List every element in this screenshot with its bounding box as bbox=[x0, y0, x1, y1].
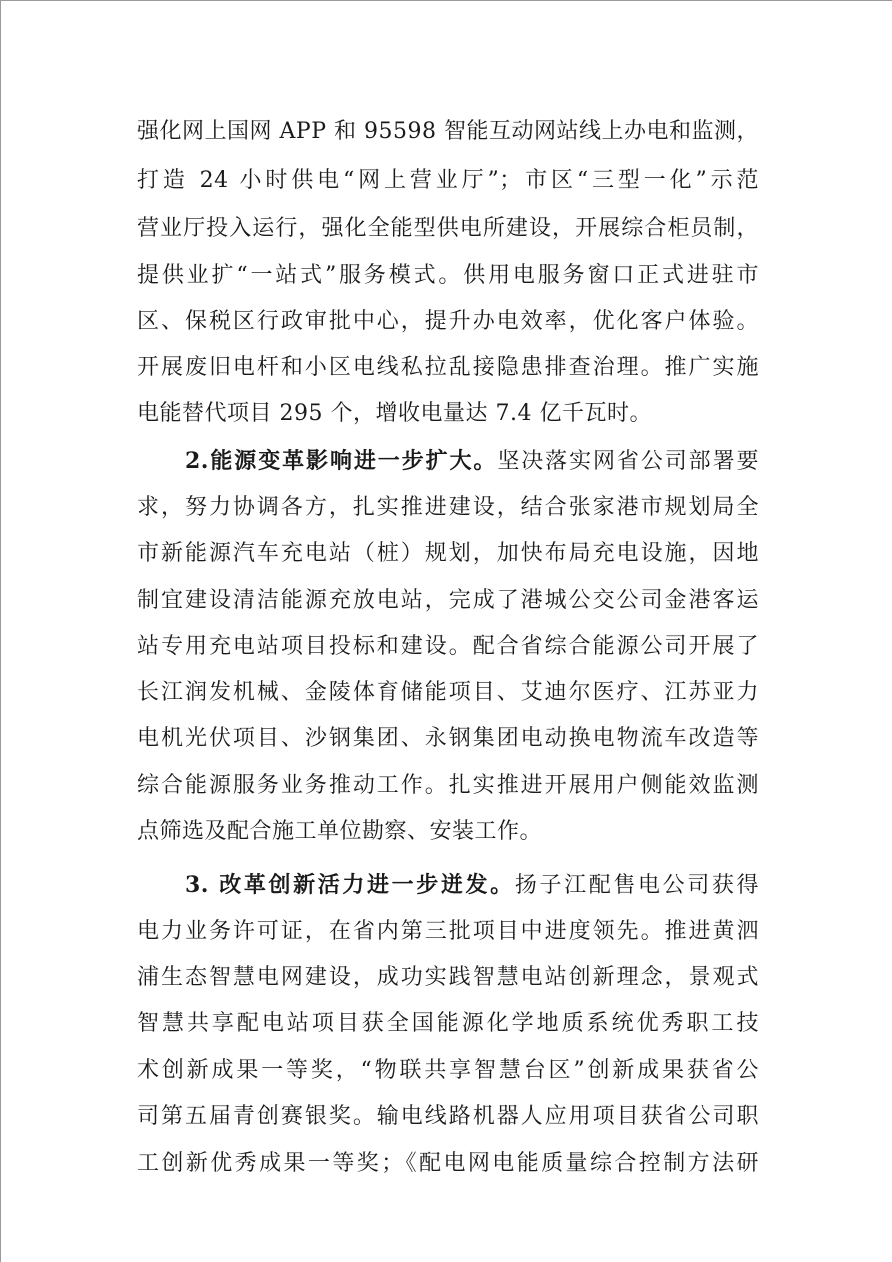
text-line: 求，努力协调各方，扎实推进建设，结合张家港市规划局全 bbox=[137, 495, 759, 520]
text-line: 强化网上国网 APP 和 95598 智能互动网站线上办电和监测， bbox=[137, 119, 759, 144]
text-line: 制宜建设清洁能源充放电站，完成了港城公交公司金港客运 bbox=[137, 588, 759, 613]
text-line: 综合能源服务业务推动工作。扎实推进开展用户侧能效监测 bbox=[137, 773, 759, 798]
text-line: 市新能源汽车充电站（桩）规划，加快布局充电设施，因地 bbox=[137, 541, 759, 566]
text-line: 打造 24 小时供电“网上营业厅”；市区“三型一化”示范 bbox=[137, 168, 759, 193]
text-line: 点筛选及配合施工单位勘察、安装工作。 bbox=[137, 819, 543, 844]
text-line: 开展废旧电杆和小区电线私拉乱接隐患排查治理。推广实施 bbox=[137, 355, 759, 380]
paragraph-3-heading: 3. 改革创新活力进一步迸发。 bbox=[185, 872, 515, 898]
paragraph-3-text: 扬子江配售电公司获得 bbox=[514, 873, 759, 898]
text-line: 电力业务许可证，在省内第三批项目中进度领先。推进黄泗 bbox=[137, 919, 759, 944]
text-line: 术创新成果一等奖，“物联共享智慧台区”创新成果获省公 bbox=[137, 1058, 759, 1083]
text-line: 电机光伏项目、沙钢集团、永钢集团电动换电物流车改造等 bbox=[137, 726, 759, 751]
text-line: 长江润发机械、金陵体育储能项目、艾迪尔医疗、江苏亚力 bbox=[137, 680, 759, 705]
paragraph-2-first-line bbox=[185, 441, 759, 481]
paragraph-2-heading: 2.能源变革影响进一步扩大。 bbox=[185, 448, 498, 474]
text-line: 工创新优秀成果一等奖；《配电网电能质量综合控制方法研 bbox=[137, 1151, 759, 1176]
text-line: 营业厅投入运行，强化全能型供电所建设，开展综合柜员制， bbox=[137, 216, 759, 241]
text-line: 电能替代项目 295 个，增收电量达 7.4 亿千瓦时。 bbox=[137, 401, 652, 426]
text-line: 站专用充电站项目投标和建设。配合省综合能源公司开展了 bbox=[137, 634, 759, 659]
text-line: 司第五届青创赛银奖。输电线路机器人应用项目获省公司职 bbox=[137, 1104, 759, 1129]
text-line: 智慧共享配电站项目获全国能源化学地质系统优秀职工技 bbox=[137, 1011, 759, 1036]
paragraph-2-text: 坚决落实网省公司部署要 bbox=[497, 449, 759, 474]
text-line: 浦生态智慧电网建设，成功实践智慧电站创新理念，景观式 bbox=[137, 965, 759, 990]
text-line: 提供业扩“一站式”服务模式。供用电服务窗口正式进驻市 bbox=[137, 263, 759, 288]
text-line: 区、保税区行政审批中心，提升办电效率，优化客户体验。 bbox=[137, 309, 759, 334]
paragraph-3-first-line bbox=[185, 865, 759, 905]
